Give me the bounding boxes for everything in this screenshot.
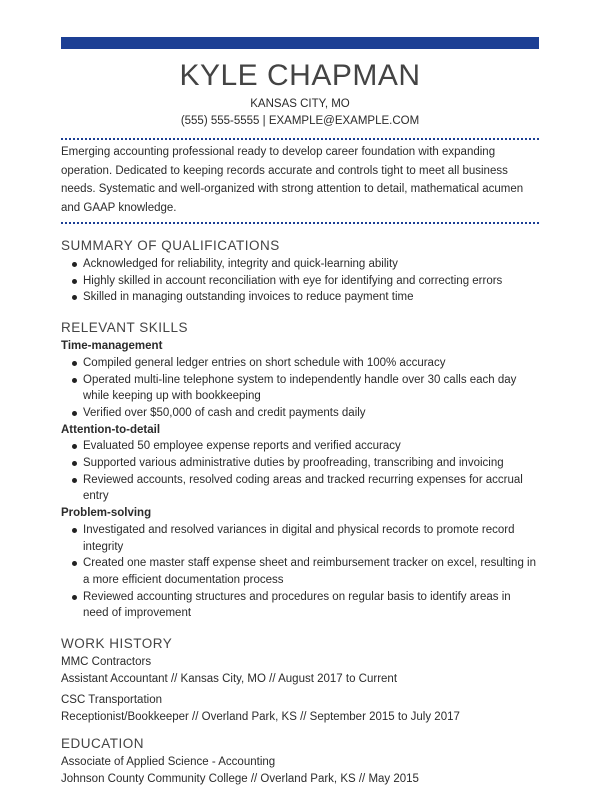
list-item: Skilled in managing outstanding invoices to reduce payment time <box>61 289 539 306</box>
section-heading: SUMMARY OF QUALIFICATIONS <box>61 238 280 253</box>
list-item: Created one master staff expense sheet and reimbursement tracker on excel, resulting in a more efficient documentation process <box>61 555 539 588</box>
list-item: Reviewed accounts, resolved coding areas and tracked recurring expenses for accrual entry <box>61 472 539 505</box>
list-item: Highly skilled in account reconciliation with eye for identifying and correcting errors <box>61 273 539 290</box>
section-heading: WORK HISTORY <box>61 636 173 652</box>
location: KANSAS CITY, MO <box>250 98 350 110</box>
job-details: Receptionist/Bookkeeper // Overland Park, KS // September 2015 to July 2017 <box>61 711 460 724</box>
list-item: Acknowledged for reliability, integrity and quick-learning ability <box>61 256 539 273</box>
candidate-name: KYLE CHAPMAN <box>179 59 421 92</box>
school-details: Johnson County Community College // Overland Park, KS // May 2015 <box>61 773 419 786</box>
skill-group-title: Attention-to-detail <box>61 423 161 436</box>
section-heading: RELEVANT SKILLS <box>61 320 189 336</box>
list-item: Investigated and resolved variances in digital and physical records to promote record integrity <box>61 522 539 555</box>
work-history-section <box>61 634 539 726</box>
divider <box>61 222 539 224</box>
list-item: Evaluated 50 employee expense reports and verified accuracy <box>61 438 539 455</box>
company: CSC Transportation <box>61 694 162 707</box>
degree: Associate of Applied Science - Accounting <box>61 756 276 769</box>
resume <box>61 58 539 788</box>
list-item: Operated multi-line telephone system to independently handle over 30 calls each day while keeping up with bookkeeping <box>61 372 539 405</box>
skill-group-title: Time-management <box>61 340 163 353</box>
divider <box>61 138 539 140</box>
section-heading: EDUCATION <box>61 736 145 752</box>
list-item: Supported various administrative duties by proofreading, transcribing and invoicing <box>61 455 539 472</box>
education-section <box>61 734 539 788</box>
skill-list <box>61 355 539 422</box>
skill-list <box>61 522 539 622</box>
contact-block <box>61 96 539 130</box>
list-item: Reviewed accounting structures and procedures on regular basis to identify areas in need of improvement <box>61 589 539 622</box>
company: MMC Contractors <box>61 656 152 669</box>
list-item: Verified over $50,000 of cash and credit payments daily <box>61 405 539 422</box>
header-accent-bar <box>61 37 539 49</box>
qualifications-list <box>61 256 539 306</box>
skills-section <box>61 318 539 622</box>
job-entry <box>61 654 539 688</box>
list-item: Compiled general ledger entries on short schedule with 100% accuracy <box>61 355 539 372</box>
contact-info: (555) 555-5555 | EXAMPLE@EXAMPLE.COM <box>180 115 420 127</box>
professional-summary: Emerging accounting professional ready to develop career foundation with expanding operation. Dedicated to keeping records accurate and controls tight to meet all business needs. Systematic and well-organized with strong attention to detail, mathematical acumen and GAAP knowledge. <box>61 146 524 214</box>
skill-list <box>61 438 539 505</box>
skill-group-title: Problem-solving <box>61 507 152 520</box>
job-details: Assistant Accountant // Kansas City, MO // August 2017 to Current <box>61 673 398 686</box>
qualifications-section <box>61 236 539 306</box>
job-entry <box>61 692 539 726</box>
